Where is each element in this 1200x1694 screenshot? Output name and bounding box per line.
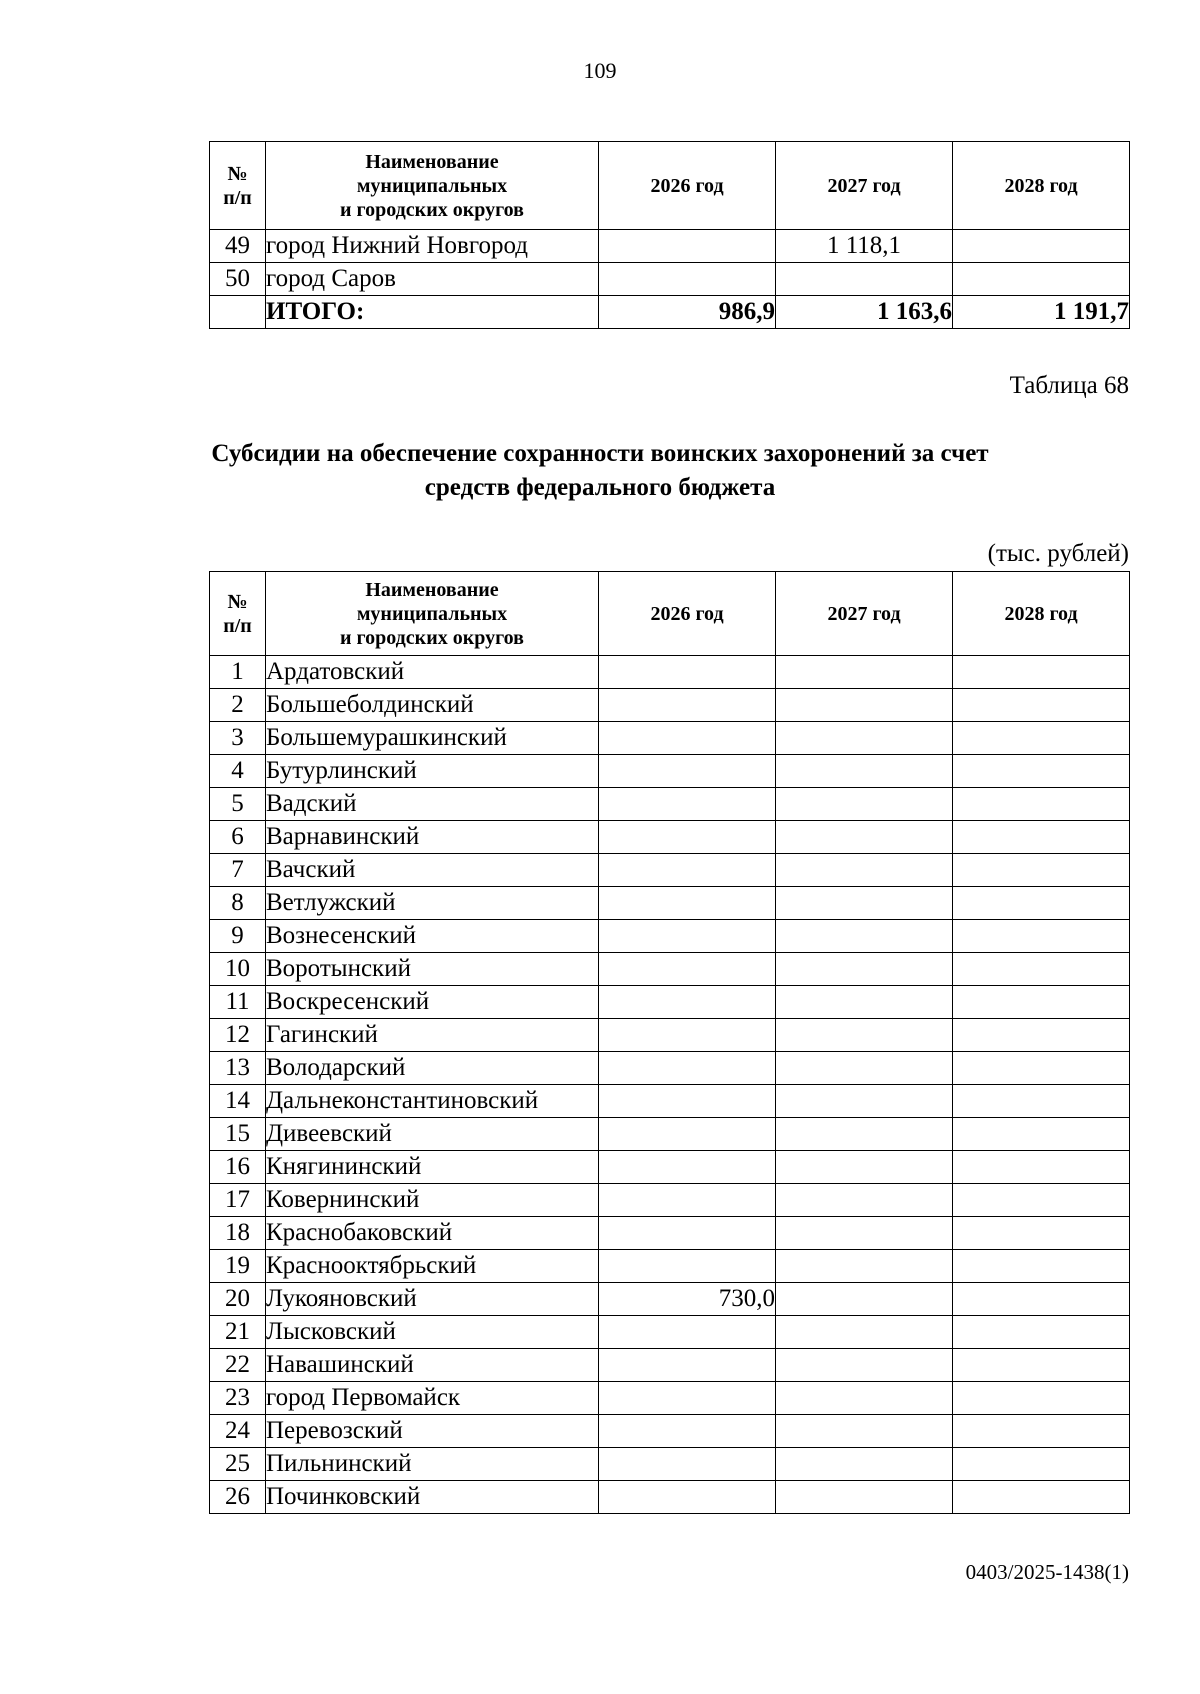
row-value-2026: 730,0 (599, 1283, 776, 1316)
row-municipality: Ветлужский (266, 887, 599, 920)
row-value-2026 (599, 1052, 776, 1085)
row-number: 26 (210, 1481, 266, 1514)
row-value-2027: 1 118,1 (776, 230, 953, 263)
row-value-2028 (953, 722, 1130, 755)
row-value-2027 (776, 1415, 953, 1448)
header-2026: 2026 год (599, 572, 776, 656)
row-municipality: Большеболдинский (266, 689, 599, 722)
row-value-2028 (953, 1481, 1130, 1514)
table-row (210, 263, 1130, 296)
row-municipality: Навашинский (266, 1349, 599, 1382)
row-value-2028 (953, 854, 1130, 887)
row-value-2028 (953, 263, 1130, 296)
header-2026: 2026 год (599, 142, 776, 230)
row-value-2026 (599, 1118, 776, 1151)
row-number: 10 (210, 953, 266, 986)
row-value-2027 (776, 854, 953, 887)
row-number: 16 (210, 1151, 266, 1184)
table-row (210, 854, 1130, 887)
row-value-2028 (953, 821, 1130, 854)
row-municipality: Гагинский (266, 1019, 599, 1052)
units-label: (тыс. рублей) (987, 540, 1129, 567)
row-value-2026 (599, 722, 776, 755)
row-municipality: Вадский (266, 788, 599, 821)
row-municipality: Вознесенский (266, 920, 599, 953)
table-row (210, 1448, 1130, 1481)
row-value-2027 (776, 1052, 953, 1085)
row-value-2026 (599, 1382, 776, 1415)
table-row (210, 1019, 1130, 1052)
row-value-2027 (776, 1448, 953, 1481)
table-row (210, 1250, 1130, 1283)
table-row (210, 1349, 1130, 1382)
row-municipality: Ардатовский (266, 656, 599, 689)
row-number: 6 (210, 821, 266, 854)
row-value-2028 (953, 1283, 1130, 1316)
subsidies-table (209, 571, 1130, 1514)
table-row (210, 986, 1130, 1019)
row-value-2028 (953, 1085, 1130, 1118)
row-municipality: Вачский (266, 854, 599, 887)
header-municipality-name: Наименование муниципальных и городских округов (266, 142, 599, 230)
row-value-2026 (599, 1184, 776, 1217)
row-number: 13 (210, 1052, 266, 1085)
row-number: 22 (210, 1349, 266, 1382)
row-value-2028 (953, 1019, 1130, 1052)
row-value-2027 (776, 656, 953, 689)
header-2028: 2028 год (953, 572, 1130, 656)
row-value-2026 (599, 821, 776, 854)
row-value-2028 (953, 1448, 1130, 1481)
row-number: 18 (210, 1217, 266, 1250)
row-value-2028 (953, 920, 1130, 953)
row-value-2027 (776, 788, 953, 821)
row-value-2027 (776, 1118, 953, 1151)
row-value-2028 (953, 230, 1130, 263)
row-value-2027 (776, 1217, 953, 1250)
row-value-2026 (599, 263, 776, 296)
table-row (210, 1052, 1130, 1085)
table-title-line: Субсидии на обеспечение сохранности воинских захоронений за счет (211, 440, 989, 467)
row-municipality: город Саров (266, 263, 599, 296)
row-value-2027 (776, 1085, 953, 1118)
row-municipality: Перевозский (266, 1415, 599, 1448)
table-title-line: средств федерального бюджета (424, 474, 776, 501)
row-value-2028 (953, 1217, 1130, 1250)
table-row (210, 953, 1130, 986)
header-municipality-name: Наименование муниципальных и городских округов (266, 572, 599, 656)
total-2028: 1 191,7 (953, 296, 1130, 329)
header-2027: 2027 год (776, 142, 953, 230)
row-value-2026 (599, 230, 776, 263)
table-row (210, 887, 1130, 920)
row-municipality: Краснобаковский (266, 1217, 599, 1250)
row-value-2027 (776, 1349, 953, 1382)
table-row (210, 1283, 1130, 1316)
row-number: 12 (210, 1019, 266, 1052)
row-value-2026 (599, 788, 776, 821)
row-value-2028 (953, 1250, 1130, 1283)
row-municipality: Бутурлинский (266, 755, 599, 788)
header-2028: 2028 год (953, 142, 1130, 230)
row-value-2028 (953, 689, 1130, 722)
row-municipality: Ковернинский (266, 1184, 599, 1217)
row-value-2026 (599, 953, 776, 986)
table-continuation (209, 141, 1130, 329)
row-municipality: город Первомайск (266, 1382, 599, 1415)
row-municipality: Княгининский (266, 1151, 599, 1184)
row-municipality: Большемурашкинский (266, 722, 599, 755)
row-value-2026 (599, 920, 776, 953)
table-title (0, 437, 1200, 505)
row-number: 50 (210, 263, 266, 296)
row-value-2026 (599, 1448, 776, 1481)
row-value-2026 (599, 755, 776, 788)
row-municipality: Лысковский (266, 1316, 599, 1349)
row-value-2026 (599, 887, 776, 920)
row-value-2028 (953, 656, 1130, 689)
row-value-2028 (953, 1151, 1130, 1184)
table-row (210, 1184, 1130, 1217)
row-number: 5 (210, 788, 266, 821)
row-number: 1 (210, 656, 266, 689)
row-value-2027 (776, 722, 953, 755)
row-value-2026 (599, 1415, 776, 1448)
table-row (210, 788, 1130, 821)
row-value-2026 (599, 986, 776, 1019)
row-number: 19 (210, 1250, 266, 1283)
table-row (210, 1151, 1130, 1184)
table-row (210, 1382, 1130, 1415)
row-value-2027 (776, 689, 953, 722)
row-municipality: Лукояновский (266, 1283, 599, 1316)
row-municipality: Краснооктябрьский (266, 1250, 599, 1283)
table-label: Таблица 68 (1009, 372, 1129, 399)
row-value-2028 (953, 755, 1130, 788)
row-value-2027 (776, 821, 953, 854)
row-value-2028 (953, 1415, 1130, 1448)
table-row (210, 755, 1130, 788)
table-row (210, 1316, 1130, 1349)
row-value-2028 (953, 1052, 1130, 1085)
row-value-2026 (599, 854, 776, 887)
table-body (210, 230, 1130, 329)
row-value-2027 (776, 1250, 953, 1283)
row-number: 11 (210, 986, 266, 1019)
table-row (210, 1481, 1130, 1514)
row-municipality: Володарский (266, 1052, 599, 1085)
row-municipality: Дивеевский (266, 1118, 599, 1151)
table-row (210, 722, 1130, 755)
row-value-2026 (599, 656, 776, 689)
row-value-2026 (599, 1481, 776, 1514)
row-number: 4 (210, 755, 266, 788)
row-municipality: Пильнинский (266, 1448, 599, 1481)
row-value-2028 (953, 1382, 1130, 1415)
table-row (210, 821, 1130, 854)
row-value-2027 (776, 920, 953, 953)
table-header-row (210, 572, 1130, 656)
row-number: 24 (210, 1415, 266, 1448)
row-value-2027 (776, 1151, 953, 1184)
row-value-2027 (776, 263, 953, 296)
row-value-2026 (599, 1019, 776, 1052)
row-municipality: Воротынский (266, 953, 599, 986)
row-value-2028 (953, 788, 1130, 821)
row-value-2028 (953, 1349, 1130, 1382)
row-value-2026 (599, 1151, 776, 1184)
table-row (210, 1118, 1130, 1151)
row-value-2027 (776, 1283, 953, 1316)
header-number: № п/п (210, 572, 266, 656)
row-value-2026 (599, 1250, 776, 1283)
row-value-2027 (776, 1184, 953, 1217)
table-row (210, 1217, 1130, 1250)
row-value-2028 (953, 1118, 1130, 1151)
row-number: 23 (210, 1382, 266, 1415)
row-value-2028 (953, 953, 1130, 986)
row-value-2027 (776, 755, 953, 788)
row-value-2027 (776, 887, 953, 920)
row-municipality: Починковский (266, 1481, 599, 1514)
total-number (210, 296, 266, 329)
row-number: 14 (210, 1085, 266, 1118)
table-row (210, 920, 1130, 953)
row-value-2026 (599, 1085, 776, 1118)
row-municipality: Варнавинский (266, 821, 599, 854)
header-2027: 2027 год (776, 572, 953, 656)
row-value-2028 (953, 1316, 1130, 1349)
row-number: 9 (210, 920, 266, 953)
row-number: 25 (210, 1448, 266, 1481)
row-value-2028 (953, 887, 1130, 920)
table-row (210, 689, 1130, 722)
row-value-2027 (776, 986, 953, 1019)
row-municipality: город Нижний Новгород (266, 230, 599, 263)
row-number: 3 (210, 722, 266, 755)
document-code: 0403/2025-1438(1) (965, 1560, 1129, 1584)
row-municipality: Воскресенский (266, 986, 599, 1019)
total-2026: 986,9 (599, 296, 776, 329)
row-number: 17 (210, 1184, 266, 1217)
row-number: 2 (210, 689, 266, 722)
row-number: 15 (210, 1118, 266, 1151)
row-value-2026 (599, 1316, 776, 1349)
row-value-2027 (776, 953, 953, 986)
page-number: 109 (583, 58, 617, 83)
total-row (210, 296, 1130, 329)
row-value-2026 (599, 689, 776, 722)
row-number: 20 (210, 1283, 266, 1316)
row-number: 7 (210, 854, 266, 887)
table-row (210, 230, 1130, 263)
row-value-2028 (953, 1184, 1130, 1217)
row-municipality: Дальнеконстантиновский (266, 1085, 599, 1118)
row-value-2027 (776, 1019, 953, 1052)
table-header-row (210, 142, 1130, 230)
row-number: 49 (210, 230, 266, 263)
header-number: № п/п (210, 142, 266, 230)
total-label: ИТОГО: (266, 296, 599, 329)
row-value-2026 (599, 1217, 776, 1250)
row-value-2027 (776, 1481, 953, 1514)
row-value-2028 (953, 986, 1130, 1019)
row-value-2026 (599, 1349, 776, 1382)
row-number: 8 (210, 887, 266, 920)
table-row (210, 1415, 1130, 1448)
total-2027: 1 163,6 (776, 296, 953, 329)
table-row (210, 656, 1130, 689)
row-value-2027 (776, 1316, 953, 1349)
table-row (210, 1085, 1130, 1118)
row-number: 21 (210, 1316, 266, 1349)
table-body (210, 656, 1130, 1514)
row-value-2027 (776, 1382, 953, 1415)
